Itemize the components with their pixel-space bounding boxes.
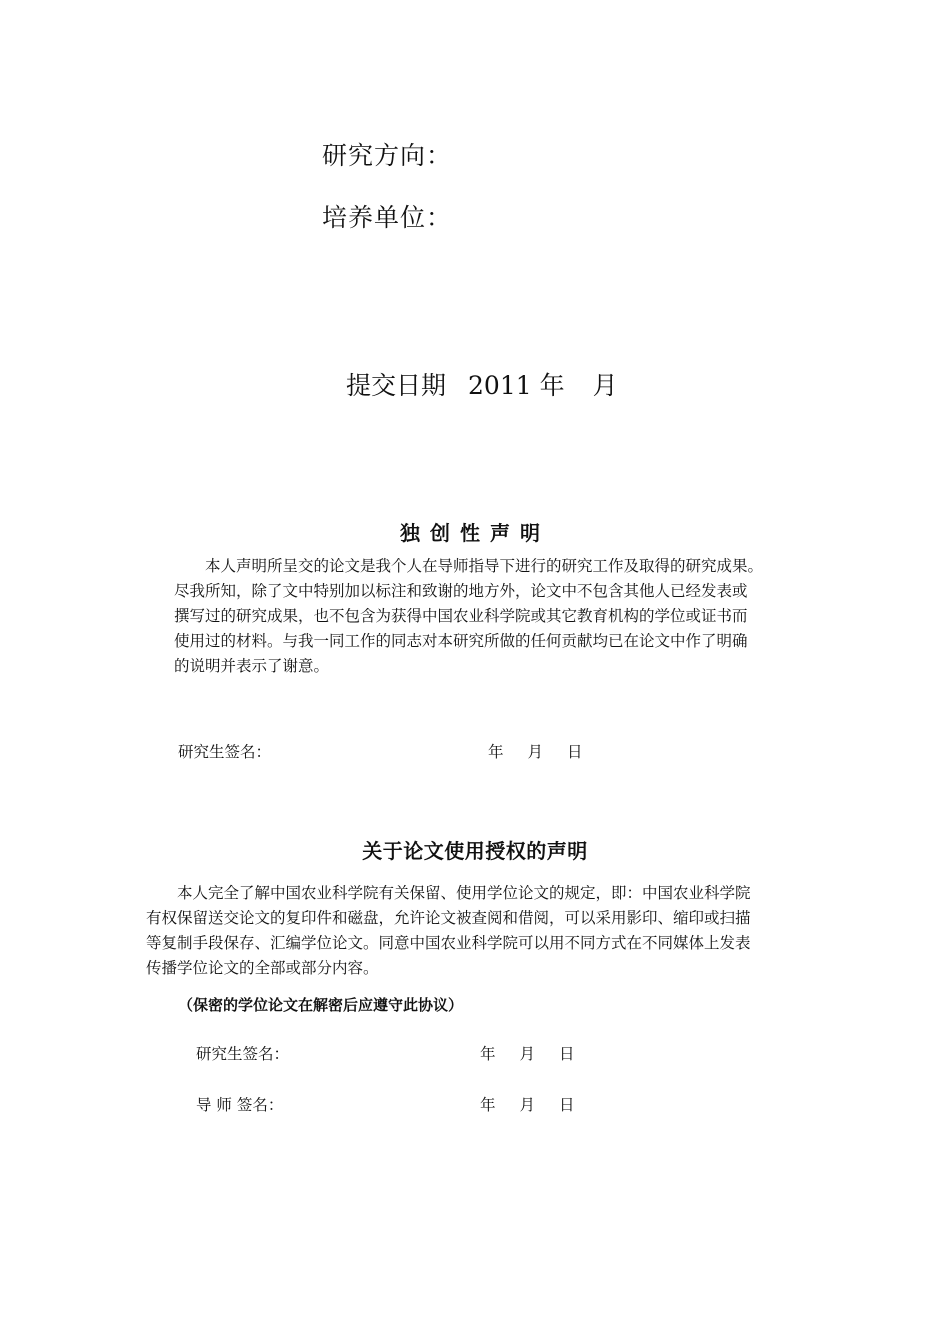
originality-student-signature-label: 研究生签名：: [178, 743, 272, 761]
originality-paragraph: [174, 554, 824, 679]
authorization-student-signature-label: 研究生签名：: [196, 1045, 290, 1063]
originality-line: 本人声明所呈交的论文是我个人在导师指导下进行的研究工作及取得的研究成果。: [205, 557, 764, 575]
authorization-line: 本人完全了解中国农业科学院有关保留、使用学位论文的规定，即：中国农业科学院: [177, 884, 751, 902]
authorization-line: 等复制手段保存、汇编学位论文。同意中国农业科学院可以用不同方式在不同媒体上发表: [146, 934, 751, 952]
originality-line: 使用过的材料。与我一同工作的同志对本研究所做的任何贡献均已在论文中作了明确: [174, 632, 748, 650]
date-day: 日: [567, 743, 583, 761]
date-year: 年: [480, 1045, 496, 1063]
date-year: 年: [480, 1096, 496, 1114]
originality-line: 尽我所知，除了文中特别加以标注和致谢的地方外，论文中不包含其他人已经发表或: [174, 582, 748, 600]
originality-heading: 独创性声明: [400, 521, 550, 545]
authorization-line: 有权保留送交论文的复印件和磁盘，允许论文被查阅和借阅，可以采用影印、缩印或扫描: [146, 909, 751, 927]
authorization-paragraph: [146, 881, 811, 981]
date-month: 月: [519, 1096, 536, 1114]
authorization-student-signature-date: [480, 1042, 575, 1064]
submit-date: [346, 366, 618, 402]
date-year: 年: [488, 743, 504, 761]
originality-line: 的说明并表示了谢意。: [174, 657, 330, 675]
research-direction-label: 研究方向：: [322, 141, 453, 170]
submit-date-month: 月: [592, 371, 618, 400]
originality-line: 撰写过的研究成果，也不包含为获得中国农业科学院或其它教育机构的学位或证书而: [174, 607, 748, 625]
authorization-heading: 关于论文使用授权的声明: [362, 839, 588, 863]
authorization-line: 传播学位论文的全部或部分内容。: [146, 959, 379, 977]
submit-date-year: 2011 年: [468, 371, 565, 400]
originality-signature-date: [488, 740, 583, 762]
date-day: 日: [559, 1096, 575, 1114]
confidential-note: （保密的学位论文在解密后应遵守此协议）: [178, 996, 464, 1014]
training-unit-label: 培养单位：: [322, 203, 453, 232]
date-month: 月: [527, 743, 544, 761]
authorization-advisor-signature-date: [480, 1093, 575, 1115]
authorization-advisor-signature-label: 导 师 签名：: [196, 1096, 284, 1114]
date-month: 月: [519, 1045, 536, 1063]
submit-date-label: 提交日期: [346, 371, 447, 400]
date-day: 日: [559, 1045, 575, 1063]
